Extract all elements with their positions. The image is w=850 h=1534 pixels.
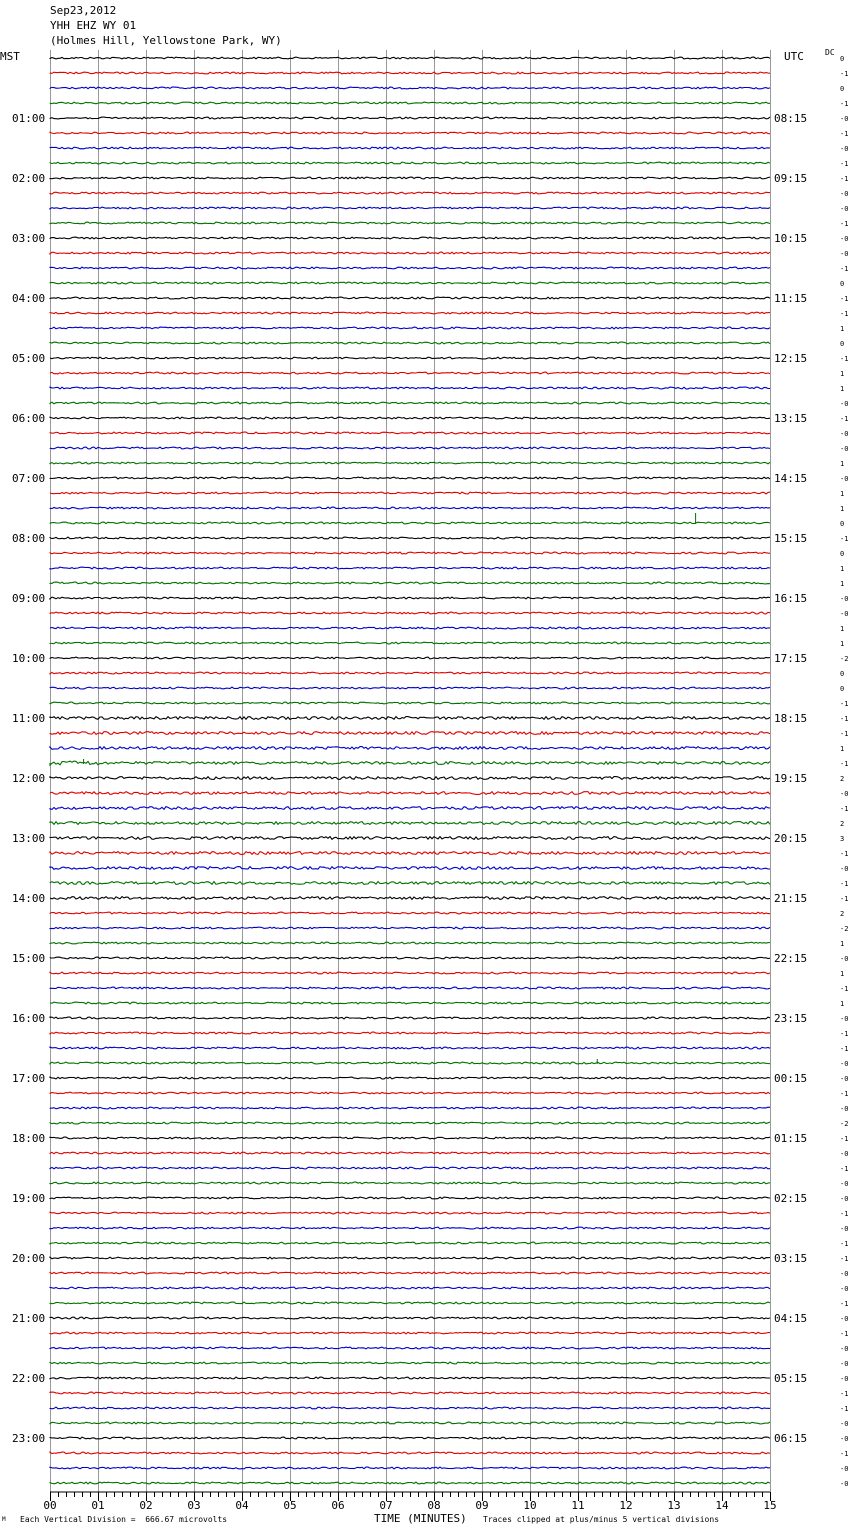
dc-offset-value: 2 xyxy=(840,775,845,783)
dc-offset-value: -1 xyxy=(840,1330,849,1338)
dc-offset-value: -0 xyxy=(840,1345,849,1353)
dc-offset-value: -0 xyxy=(840,1480,849,1488)
dc-offset-value: 0 xyxy=(840,55,845,63)
trace-line xyxy=(50,1182,770,1184)
trace-line xyxy=(50,1092,770,1094)
dc-offset-value: -1 xyxy=(840,355,849,363)
left-hour-label: 10:00 xyxy=(12,652,46,665)
right-hour-label: 01:15 xyxy=(774,1132,808,1145)
trace-line xyxy=(50,957,770,959)
trace-line xyxy=(50,822,770,825)
dc-offset-value: 1 xyxy=(840,385,845,393)
dc-offset-value: -1 xyxy=(840,1450,849,1458)
left-hour-label: 15:00 xyxy=(12,952,46,965)
trace-line xyxy=(50,507,770,509)
x-tick-label: 07 xyxy=(379,1499,393,1512)
dc-offset-value: -1 xyxy=(840,760,849,768)
trace-line xyxy=(50,567,770,569)
trace-line xyxy=(50,882,770,885)
trace-line xyxy=(50,717,770,720)
trace-line xyxy=(50,342,770,344)
trace-line xyxy=(50,1437,770,1439)
dc-offset-value: 1 xyxy=(840,640,845,648)
dc-offset-value: -1 xyxy=(840,175,849,183)
dc-offset-value: -0 xyxy=(840,400,849,408)
trace-line xyxy=(50,1452,770,1454)
right-hour-label: 13:15 xyxy=(774,412,808,425)
right-hour-label: 18:15 xyxy=(774,712,808,725)
trace-line xyxy=(50,807,770,810)
trace-line xyxy=(50,1212,770,1214)
trace-line xyxy=(50,582,770,584)
dc-offset-value: 1 xyxy=(840,625,845,633)
dc-offset-value: -0 xyxy=(840,1435,849,1443)
dc-offset-value: -1 xyxy=(840,1405,849,1413)
x-tick-label: 04 xyxy=(235,1499,249,1512)
trace-line xyxy=(50,72,770,74)
trace-line xyxy=(50,1197,770,1199)
trace-line xyxy=(50,552,770,554)
right-hour-label: 20:15 xyxy=(774,832,808,845)
right-timezone-label: UTC xyxy=(784,50,804,63)
left-hour-label: 19:00 xyxy=(12,1192,46,1205)
right-hour-label: 21:15 xyxy=(774,892,808,905)
dc-offset-value: 1 xyxy=(840,580,845,588)
trace-line xyxy=(50,777,770,780)
corner-mark: M xyxy=(2,1516,6,1523)
trace-line xyxy=(50,1407,770,1409)
trace-line xyxy=(50,1062,770,1064)
left-hour-label: 06:00 xyxy=(12,412,46,425)
dc-offset-value: 0 xyxy=(840,280,845,288)
dc-offset-value: -1 xyxy=(840,1165,849,1173)
right-hour-label: 12:15 xyxy=(774,352,808,365)
right-hour-label: 17:15 xyxy=(774,652,808,665)
x-tick-label: 11 xyxy=(571,1499,585,1512)
left-hour-label: 12:00 xyxy=(12,772,46,785)
trace-line xyxy=(50,867,770,870)
trace-line xyxy=(50,1347,770,1349)
right-hour-label: 22:15 xyxy=(774,952,808,965)
trace-line xyxy=(50,87,770,89)
trace-line xyxy=(50,627,770,629)
dc-offset-value: 0 xyxy=(840,340,845,348)
dc-offset-value: -0 xyxy=(840,1375,849,1383)
trace-line xyxy=(50,972,770,974)
dc-offset-value: -1 xyxy=(840,1300,849,1308)
trace-line xyxy=(50,747,770,750)
trace-line xyxy=(50,1377,770,1379)
trace-line xyxy=(50,1467,770,1469)
trace-line xyxy=(50,252,770,254)
right-hour-label: 04:15 xyxy=(774,1312,808,1325)
trace-line xyxy=(50,327,770,329)
dc-offset-value: -1 xyxy=(840,265,849,273)
trace-line xyxy=(50,1317,770,1319)
x-tick-label: 14 xyxy=(715,1499,729,1512)
trace-line xyxy=(50,597,770,599)
clip-note: Traces clipped at plus/minus 5 vertical divisions xyxy=(483,1515,720,1524)
dc-offset-value: 1 xyxy=(840,325,845,333)
trace-line xyxy=(50,177,770,179)
dc-offset-value: -0 xyxy=(840,865,849,873)
station-location: (Holmes Hill, Yellowstone Park, WY) xyxy=(50,34,282,47)
dc-offset-value: -0 xyxy=(840,475,849,483)
x-tick-label: 03 xyxy=(187,1499,201,1512)
trace-line xyxy=(50,207,770,209)
right-hour-label: 00:15 xyxy=(774,1072,808,1085)
left-hour-label: 21:00 xyxy=(12,1312,46,1325)
trace-line xyxy=(50,942,770,944)
trace-line xyxy=(50,162,770,164)
dc-offset-value: -0 xyxy=(840,790,849,798)
trace-line xyxy=(50,837,770,840)
trace-line xyxy=(50,1227,770,1229)
dc-offset-value: -0 xyxy=(840,1150,849,1158)
dc-offset-value: -1 xyxy=(840,1255,849,1263)
right-hour-label: 14:15 xyxy=(774,472,808,485)
trace-line xyxy=(50,687,770,689)
dc-offset-value: -0 xyxy=(840,1105,849,1113)
trace-line xyxy=(50,522,770,524)
left-hour-label: 22:00 xyxy=(12,1372,46,1385)
dc-offset-value: -1 xyxy=(840,70,849,78)
left-hour-label: 17:00 xyxy=(12,1072,46,1085)
trace-line xyxy=(50,672,770,674)
right-hour-label: 09:15 xyxy=(774,172,808,185)
dc-offset-value: -0 xyxy=(840,445,849,453)
trace-line xyxy=(50,927,770,929)
trace-line xyxy=(50,642,770,644)
trace-line xyxy=(50,1287,770,1289)
right-hour-label: 08:15 xyxy=(774,112,808,125)
dc-offset-value: -0 xyxy=(840,115,849,123)
dc-offset-value: -1 xyxy=(840,1030,849,1038)
left-hour-label: 18:00 xyxy=(12,1132,46,1145)
trace-line xyxy=(50,297,770,299)
dc-offset-value: -1 xyxy=(840,700,849,708)
dc-offset-value: -0 xyxy=(840,1225,849,1233)
trace-line xyxy=(50,447,770,449)
trace-line xyxy=(50,1422,770,1424)
dc-offset-value: -1 xyxy=(840,1240,849,1248)
trace-line xyxy=(50,1392,770,1394)
dc-offset-value: -0 xyxy=(840,1060,849,1068)
trace-line xyxy=(50,897,770,900)
left-hour-label: 04:00 xyxy=(12,292,46,305)
trace-line xyxy=(50,192,770,194)
trace-line xyxy=(50,1257,770,1259)
dc-offset-value: 1 xyxy=(840,370,845,378)
dc-offset-value: -0 xyxy=(840,190,849,198)
trace-line xyxy=(50,1137,770,1139)
trace-line xyxy=(50,1332,770,1334)
right-hour-label: 03:15 xyxy=(774,1252,808,1265)
x-tick-label: 01 xyxy=(91,1499,105,1512)
dc-offset-value: -1 xyxy=(840,880,849,888)
trace-line xyxy=(50,1002,770,1004)
x-tick-label: 05 xyxy=(283,1499,297,1512)
left-hour-label: 02:00 xyxy=(12,172,46,185)
dc-offset-value: -1 xyxy=(840,535,849,543)
trace-line xyxy=(50,1032,770,1034)
record-date: Sep23,2012 xyxy=(50,4,117,17)
dc-offset-value: 0 xyxy=(840,85,845,93)
dc-offset-value: -2 xyxy=(840,1120,849,1128)
dc-offset-value: -2 xyxy=(840,925,849,933)
dc-offset-value: -1 xyxy=(840,805,849,813)
dc-offset-value: -1 xyxy=(840,220,849,228)
left-hour-label: 05:00 xyxy=(12,352,46,365)
right-hour-label: 05:15 xyxy=(774,1372,808,1385)
trace-line xyxy=(50,1167,770,1169)
right-hour-label: 16:15 xyxy=(774,592,808,605)
trace-line xyxy=(50,372,770,374)
trace-line xyxy=(50,282,770,284)
dc-offset-value: 0 xyxy=(840,670,845,678)
dc-offset-value: -1 xyxy=(840,1090,849,1098)
trace-line xyxy=(50,761,770,765)
trace-line xyxy=(50,477,770,479)
left-timezone-label: MST xyxy=(0,50,20,63)
trace-line xyxy=(50,1242,770,1244)
trace-line xyxy=(50,312,770,314)
left-hour-label: 09:00 xyxy=(12,592,46,605)
trace-line xyxy=(50,357,770,359)
x-tick-label: 06 xyxy=(331,1499,345,1512)
dc-offset-value: -0 xyxy=(840,250,849,258)
dc-offset-value: 0 xyxy=(840,520,845,528)
dc-offset-value: -1 xyxy=(840,850,849,858)
trace-line xyxy=(50,1272,770,1274)
dc-offset-value: 0 xyxy=(840,550,845,558)
left-hour-label: 14:00 xyxy=(12,892,46,905)
dc-offset-value: -0 xyxy=(840,955,849,963)
dc-offset-value: -0 xyxy=(840,1315,849,1323)
dc-offset-value: 2 xyxy=(840,910,845,918)
trace-line xyxy=(50,612,770,614)
dc-offset-value: -0 xyxy=(840,205,849,213)
dc-offset-value: -1 xyxy=(840,895,849,903)
dc-offset-value: -0 xyxy=(840,610,849,618)
dc-offset-value: 2 xyxy=(840,820,845,828)
trace-line xyxy=(50,912,770,914)
trace-line xyxy=(50,657,770,659)
trace-line xyxy=(50,402,770,404)
x-tick-label: 12 xyxy=(619,1499,633,1512)
trace-line xyxy=(50,852,770,855)
trace-line xyxy=(50,267,770,269)
dc-offset-value: 1 xyxy=(840,1000,845,1008)
trace-line xyxy=(50,117,770,119)
trace-line xyxy=(50,432,770,434)
dc-offset-value: 0 xyxy=(840,685,845,693)
x-tick-label: 15 xyxy=(763,1499,777,1512)
left-hour-label: 01:00 xyxy=(12,112,46,125)
trace-line xyxy=(50,57,770,59)
right-hour-label: 19:15 xyxy=(774,772,808,785)
dc-offset-value: -0 xyxy=(840,1270,849,1278)
dc-offset-value: -0 xyxy=(840,430,849,438)
dc-offset-value: -1 xyxy=(840,985,849,993)
dc-offset-value: -0 xyxy=(840,1285,849,1293)
trace-line xyxy=(50,732,770,735)
trace-line xyxy=(50,1077,770,1079)
dc-offset-value: -1 xyxy=(840,310,849,318)
left-hour-label: 07:00 xyxy=(12,472,46,485)
dc-offset-value: -1 xyxy=(840,1135,849,1143)
dc-offset-heading: DC xyxy=(825,48,835,57)
dc-offset-value: 1 xyxy=(840,745,845,753)
dc-offset-value: -0 xyxy=(840,1360,849,1368)
trace-line xyxy=(50,102,770,104)
dc-offset-value: 1 xyxy=(840,505,845,513)
left-hour-label: 11:00 xyxy=(12,712,46,725)
dc-offset-value: -0 xyxy=(840,1420,849,1428)
x-tick-label: 02 xyxy=(139,1499,153,1512)
dc-offset-value: -1 xyxy=(840,295,849,303)
trace-line xyxy=(50,492,770,494)
right-hour-label: 15:15 xyxy=(774,532,808,545)
right-hour-label: 10:15 xyxy=(774,232,808,245)
trace-line xyxy=(50,147,770,149)
dc-offset-value: -0 xyxy=(840,595,849,603)
trace-line xyxy=(50,987,770,989)
trace-line xyxy=(50,1107,770,1109)
dc-offset-value: 1 xyxy=(840,970,845,978)
dc-offset-value: -0 xyxy=(840,1195,849,1203)
x-tick-label: 00 xyxy=(43,1499,57,1512)
x-axis-title: TIME (MINUTES) xyxy=(374,1512,467,1525)
trace-line xyxy=(50,462,770,464)
x-tick-label: 13 xyxy=(667,1499,681,1512)
trace-line xyxy=(50,387,770,389)
dc-offset-value: -0 xyxy=(840,1015,849,1023)
dc-offset-value: 3 xyxy=(840,835,845,843)
left-hour-label: 16:00 xyxy=(12,1012,46,1025)
trace-line xyxy=(50,537,770,539)
dc-offset-value: -0 xyxy=(840,145,849,153)
trace-line xyxy=(50,1122,770,1124)
trace-line xyxy=(50,417,770,419)
dc-offset-value: -1 xyxy=(840,1045,849,1053)
trace-line xyxy=(50,222,770,224)
dc-offset-value: -1 xyxy=(840,415,849,423)
scale-note: Each Vertical Division = 666.67 microvolts xyxy=(20,1515,228,1524)
dc-offset-value: -0 xyxy=(840,235,849,243)
right-hour-label: 06:15 xyxy=(774,1432,808,1445)
dc-offset-value: -1 xyxy=(840,1390,849,1398)
station-code: YHH EHZ WY 01 xyxy=(50,19,137,32)
dc-offset-value: -2 xyxy=(840,655,849,663)
dc-offset-value: -1 xyxy=(840,730,849,738)
dc-offset-value: -1 xyxy=(840,1210,849,1218)
right-hour-label: 02:15 xyxy=(774,1192,808,1205)
left-hour-label: 20:00 xyxy=(12,1252,46,1265)
dc-offset-value: 1 xyxy=(840,460,845,468)
trace-line xyxy=(50,1047,770,1049)
left-hour-label: 23:00 xyxy=(12,1432,46,1445)
right-hour-label: 23:15 xyxy=(774,1012,808,1025)
dc-offset-value: 1 xyxy=(840,940,845,948)
trace-line xyxy=(50,1302,770,1304)
dc-offset-value: -1 xyxy=(840,715,849,723)
trace-line xyxy=(50,792,770,795)
trace-line xyxy=(50,237,770,239)
dc-offset-value: -0 xyxy=(840,1465,849,1473)
right-hour-label: 11:15 xyxy=(774,292,808,305)
trace-line xyxy=(50,1362,770,1364)
trace-line xyxy=(50,132,770,134)
trace-line xyxy=(50,1482,770,1484)
left-hour-label: 13:00 xyxy=(12,832,46,845)
left-hour-label: 08:00 xyxy=(12,532,46,545)
trace-line xyxy=(50,702,770,704)
x-tick-label: 08 xyxy=(427,1499,441,1512)
dc-offset-value: -1 xyxy=(840,100,849,108)
dc-offset-value: 1 xyxy=(840,565,845,573)
x-tick-label: 09 xyxy=(475,1499,489,1512)
left-hour-label: 03:00 xyxy=(12,232,46,245)
dc-offset-value: -1 xyxy=(840,160,849,168)
trace-line xyxy=(50,1017,770,1019)
dc-offset-value: 1 xyxy=(840,490,845,498)
dc-offset-value: -0 xyxy=(840,1180,849,1188)
x-tick-label: 10 xyxy=(523,1499,537,1512)
dc-offset-value: -0 xyxy=(840,1075,849,1083)
trace-line xyxy=(50,1152,770,1154)
dc-offset-value: -1 xyxy=(840,130,849,138)
